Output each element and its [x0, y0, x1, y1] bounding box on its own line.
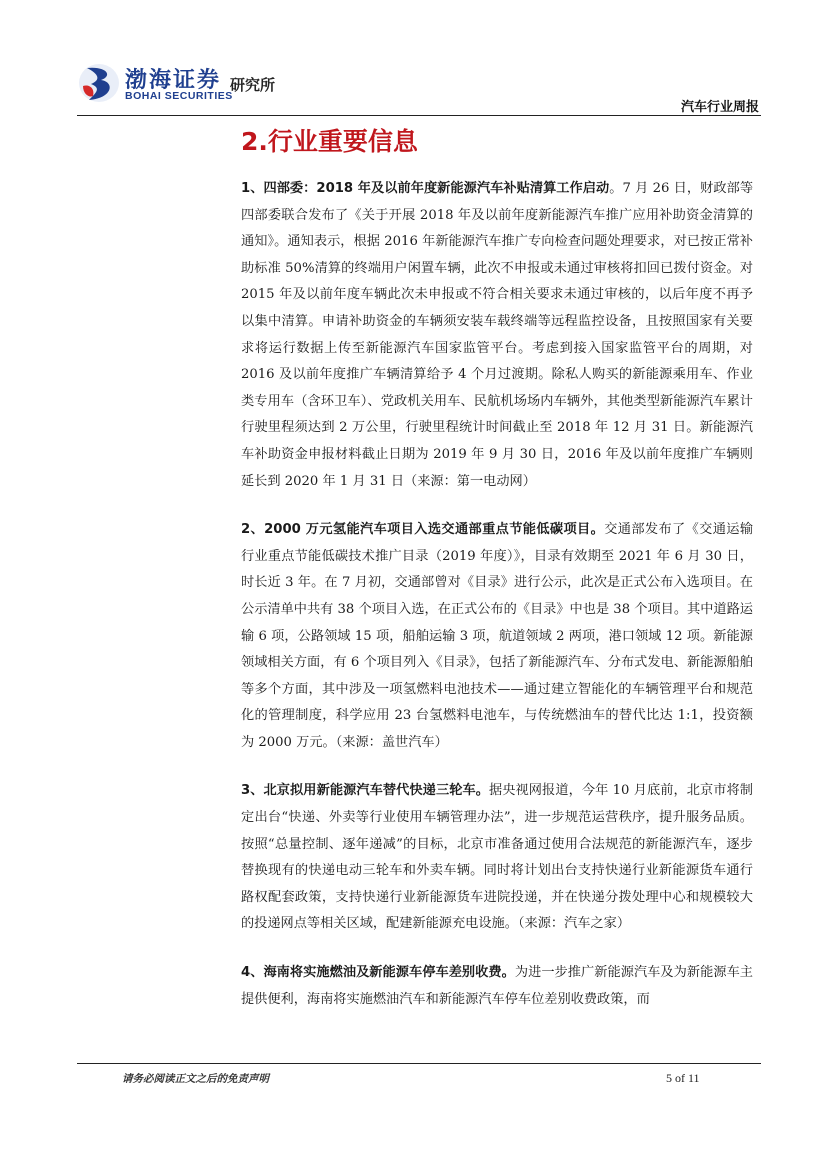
news-body: 据央视网报道，今年 10 月底前，北京市将制定出台“快递、外卖等行业使用车辆管理办法”，进一步规范运营秩序，提升服务品质。按照“总量控制、逐年递减”的目标，北京市准备通过使用合法规范的新能源汽车，逐步替换现有的快递电动三轮车和外卖车辆。同时将计划出台支持快递行业新能源货车通行路权配套政策，支持快递行业新能源货车进院投递，并在快递分拨处理中心和规模较大的投递网点等相关区域，配建新能源充电设施。（来源：汽车之家）	[241, 783, 753, 932]
section-title: 2.行业重要信息	[241, 127, 418, 156]
news-body: 交通部发布了《交通运输行业重点节能低碳技术推广目录（2019 年度）》，目录有效期至 2021 年 6 月 30 日，时长近 3 年。在 7 月初，交通部曾对《目录》进行公示，此次是正式公布入选项目。在公示清单中共有 38 个项目入选，在正式公布的《目录》中也是 38 个项目。其中道路运输 6 项，公路领域 15 项，船舶运输 3 项，航道领域 2 两项，港口领域 12 项。新能源领域相关方面，有 6 个项目列入《目录》，包括了新能源汽车、分布式发电、新能源船舶等多个方面，其中涉及一项氢燃料电池技术——通过建立智能化的车辆管理平台和规范化的管理制度，科学应用 23 台氢燃料电池车，与传统燃油车的替代比达 1:1，投资额为 2000 万元。（来源：盖世汽车）	[241, 522, 754, 750]
footer-divider	[77, 1063, 761, 1064]
bohai-logo-icon	[77, 62, 121, 104]
news-body: 。7 月 26 日，财政部等四部委联合发布了《关于开展 2018 年及以前年度新能源汽车推广应用补助资金清算的通知》。通知表示，根据 2016 年新能源汽车推广专向检查问题处理要求，对已按正常补助标准 50%清算的终端用户闲置车辆，此次不申报或未通过审核将扣回已拨付资金。对 2015 年及以前年度车辆此次未申报或不符合相关要求未通过审核的，以后年度不再予以集中清算。申请补助资金的车辆须安装车载终端等远程监控设备，且按照国家有关要求将运行数据上传至新能源汽车国家监管平台。考虑到接入国家监管平台的周期，对 2016 及以前年度推广车辆清算给予 4 个月过渡期。除私人购买的新能源乘用车、作业类专用车（含环卫车）、党政机关用车、民航机场场内车辆外，其他类型新能源汽车累计行驶里程须达到 2 万公里，行驶里程统计时间截止至 2018 年 12 月 31 日。新能源汽车补助资金申报材料截止日期为 2019 年 9 月 30 日，2016 年及以前年度推广车辆则延长到 2020 年 1 月 31 日（来源：第一电动网）	[241, 181, 754, 489]
news-item	[241, 778, 753, 938]
news-item	[241, 960, 753, 1013]
brand-name-en: BOHAI SECURITIES	[125, 90, 233, 102]
news-item	[241, 176, 753, 495]
brand-name-cn: 渤海证券	[125, 68, 222, 93]
news-headline: 3、北京拟用新能源汽车替代快递三轮车。	[241, 783, 489, 799]
news-body: 为进一步推广新能源汽车及为新能源车主提供便利，海南将实施燃油汽车和新能源汽车停车位差别收费政策，而	[241, 965, 753, 1007]
news-item	[241, 517, 753, 756]
page-header	[0, 0, 827, 118]
news-headline: 2、2000 万元氢能汽车项目入选交通部重点节能低碳项目。	[241, 522, 605, 538]
news-headline: 1、四部委：2018 年及以前年度新能源汽车补贴清算工作启动	[241, 181, 610, 196]
page-number: 5 of 11	[666, 1071, 700, 1085]
news-list	[241, 176, 753, 1035]
disclaimer-text: 请务必阅读正文之后的免责声明	[122, 1073, 269, 1085]
report-type: 汽车行业周报	[680, 100, 759, 115]
news-headline: 4、海南将实施燃油及新能源车停车差别收费。	[241, 965, 515, 981]
institute-label: 研究所	[230, 76, 276, 94]
header-divider	[77, 115, 761, 116]
